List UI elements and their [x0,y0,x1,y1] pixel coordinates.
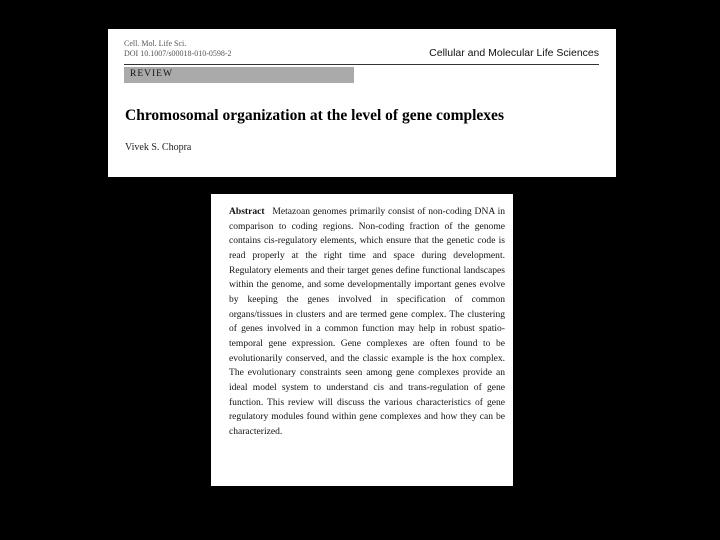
header-divider [124,64,599,65]
abstract-paragraph [229,205,505,440]
abstract-card [211,194,513,486]
journal-name: Cellular and Molecular Life Sciences [429,47,599,59]
journal-citation [124,39,232,59]
abstract-body: Metazoan genomes primarily consist of non-coding DNA in comparison to coding regions. Non-coding fraction of the genome contains cis-regulatory elements, which ensure that the genetic code is read properly at the right time and space during development. Regulatory elements and their target genes define functional landscapes within the genome, and some developmentally important genes evolve by keeping the genes involved in specification of common organs/tissues in clusters and are termed gene complex. The clustering of genes involved in a common function may help in robust spatio-temporal gene expression. Gene complexes are often found to be evolutionarily conserved, and the classic example is the hox complex. The evolutionary constraints seen among gene complexes provide an ideal model system to understand cis and trans-regulation of gene function. This review will discuss the various characteristics of gene regulatory modules found within gene complexes and how they can be characterized. [229,206,505,437]
abstract-label: Abstract [229,206,265,217]
article-header-card [108,29,616,177]
author-name: Vivek S. Chopra [125,142,192,153]
journal-meta-line-1: Cell. Mol. Life Sci. [124,39,187,48]
article-title: Chromosomal organization at the level of gene complexes [125,107,504,124]
journal-doi: DOI 10.1007/s00018-010-0598-2 [124,49,232,58]
section-label: REVIEW [130,69,173,79]
section-label-bar [124,67,354,83]
